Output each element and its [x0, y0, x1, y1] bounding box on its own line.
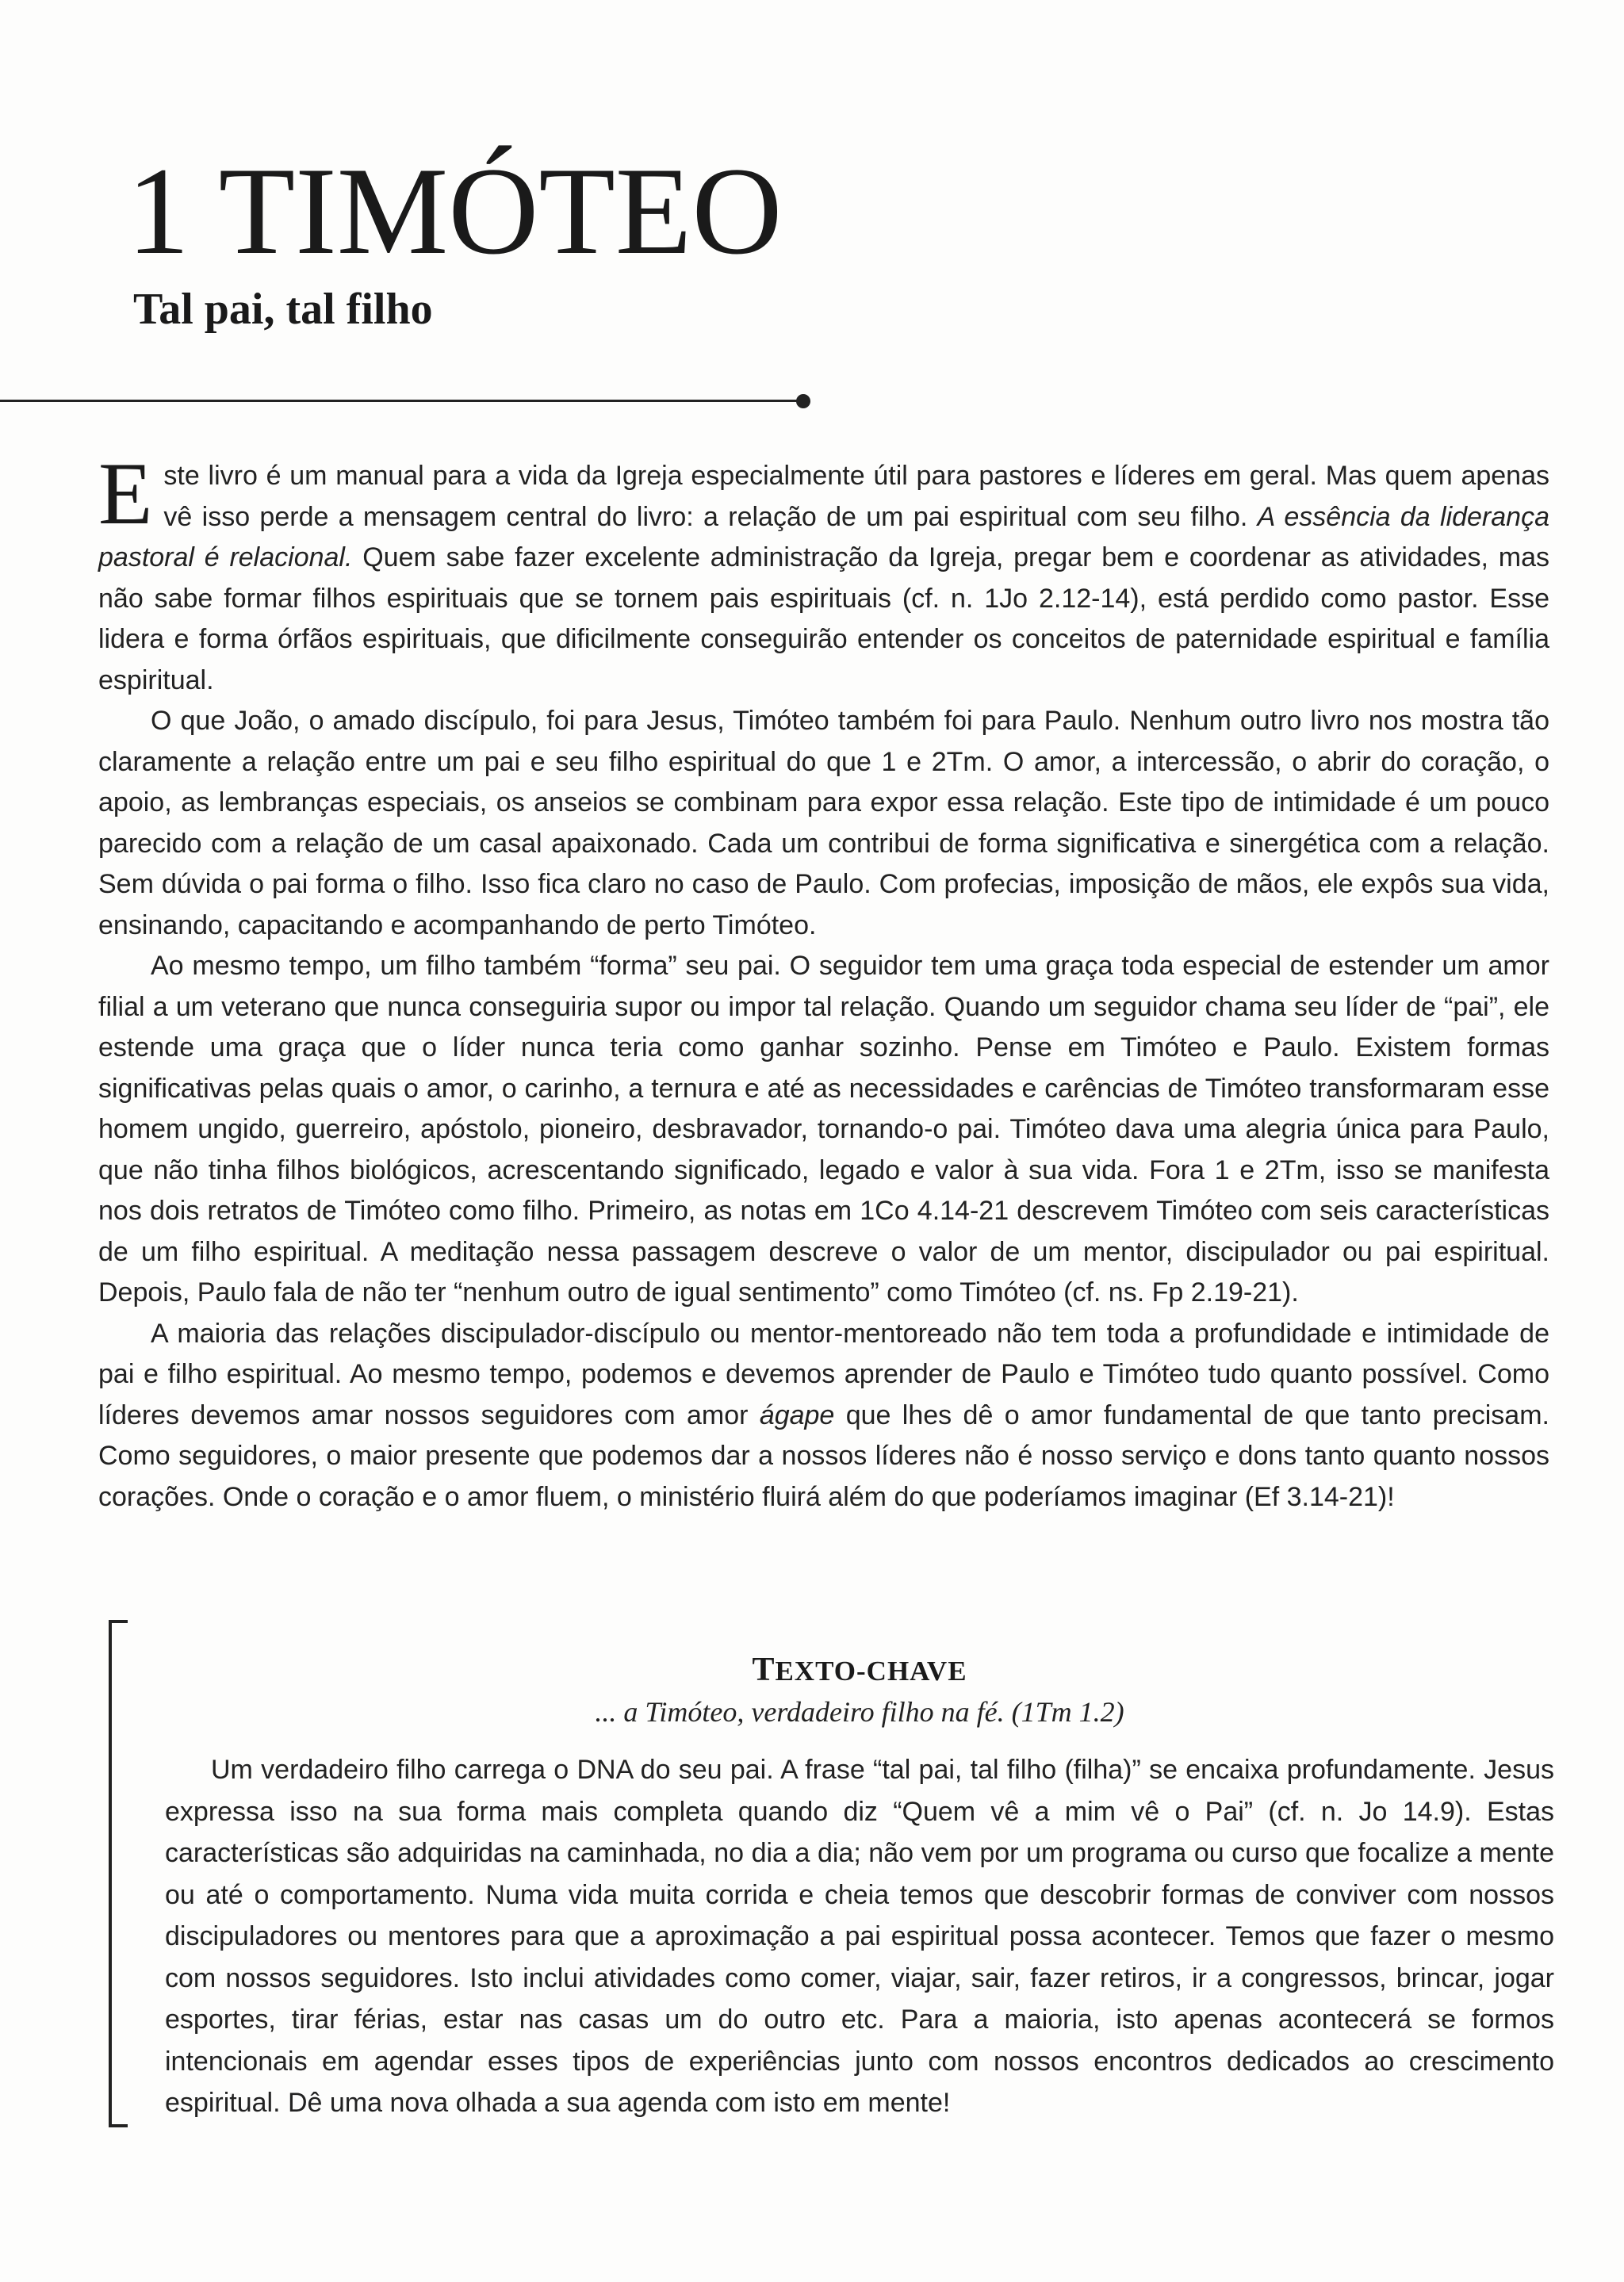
rule-dot [796, 394, 810, 408]
title-word: TIMÓTEO [218, 142, 783, 281]
key-text-box [165, 1651, 1554, 2124]
drop-cap: E [98, 445, 153, 543]
book-title [127, 142, 783, 281]
title-number: 1 [127, 142, 190, 281]
paragraph-1-emphasis: A essência da liderança pastoral é relacional. [98, 501, 1549, 572]
paragraph-4-emphasis: ágape [759, 1399, 835, 1430]
key-verse: ... a Timóteo, verdadeiro filho na fé. (1Tm 1.2) [595, 1696, 1124, 1728]
key-text-heading [165, 1651, 1554, 1690]
paragraph-4-part-a: A maioria das relações discipulador-discípulo ou mentor-mentoreado não tem toda a profundidade e intimidade de pai e filho espiritual. Ao mesmo tempo, podemos e devemos aprender de Paulo e Timóteo tudo quanto possível. Como líderes devemos amar nossos seguidores com amor [98, 1318, 1549, 1430]
paragraph-1 [98, 445, 1549, 701]
paragraph-4-part-b: que lhes dê o amor fundamental de que tanto precisam. Como seguidores, o maior presente que podemos dar a nossos líderes não é nosso serviço e dons tanto quanto nossos corações. Onde o coração e o amor fluem, o ministério fluirá além do que poderíamos imaginar (Ef 3.14-21)! [98, 1399, 1549, 1512]
paragraph-3: Ao mesmo tempo, um filho também “forma” seu pai. O seguidor tem uma graça toda especial de estender um amor filial a um veterano que nunca conseguiria supor ou impor tal relação. Quando um seguidor chama seu líder de “pai”, ele estende uma graça que o líder nunca teria como ganhar sozinho. Pense em Timóteo e Paulo. Existem formas significativas pelas quais o amor, o carinho, a ternura e até as necessidades e carências de Timóteo transformaram esse homem ungido, guerreiro, apóstolo, pioneiro, desbravador, tornando-o pai. Timóteo dava uma alegria única para Paulo, que não tinha filhos biológicos, acrescentando significado, legado e valor à sua vida. Fora 1 e 2Tm, isso se manifesta nos dois retratos de Timóteo como filho. Primeiro, as notas em 1Co 4.14-21 descrevem Timóteo com seis características de um filho espiritual. A meditação nessa passagem descreve o valor de um mentor, discipulador ou pai espiritual. Depois, Paulo fala de não ter “nenhum outro de igual sentimento” como Timóteo (cf. ns. Fp 2.19-21). [98, 951, 1549, 1308]
key-text-bracket [109, 1620, 132, 2127]
paragraph-2: O que João, o amado discípulo, foi para Jesus, Timóteo também foi para Paulo. Nenhum outro livro nos mostra tão claramente a relação entre um pai e seu filho espiritual do que 1 e 2Tm. O amor, a intercessão, o abrir do coração, o apoio, as lembranças especiais, os anseios se combinam para expor essa relação. Este tipo de intimidade é um pouco parecido com a relação de um casal apaixonado. Cada um contribui de forma significativa e sinergética com a relação. Sem dúvida o pai forma o filho. Isso fica claro no caso de Paulo. Com profecias, imposição de mãos, ele expôs sua vida, ensinando, capacitando e acompanhando de perto Timóteo. [98, 706, 1549, 940]
intro-text [98, 445, 1549, 1518]
key-text-paragraph: Um verdadeiro filho carrega o DNA do seu pai. A frase “tal pai, tal filho (filha)” se encaixa profundamente. Jesus expressa isso na sua forma mais completa quando diz “Quem vê a mim vê o Pai” (cf. n. Jo 14.9). Estas características são adquiridas na caminhada, no dia a dia; não vem por um programa ou curso que focalize a mente ou até o comportamento. Numa vida muita corrida e cheia temos que descobrir formas de conviver com nossos discipuladores ou mentores para que a aproximação a pai espiritual possa acontecer. Temos que fazer o mesmo com nossos seguidores. Isto inclui atividades como comer, viajar, sair, fazer retiros, ir a congressos, brincar, jogar esportes, tirar férias, estar nas casas um do outro etc. Para a maioria, isto apenas acontecerá se formos intencionais em agendar esses tipos de experiências junto com nossos encontros dedicados ao crescimento espiritual. Dê uma nova olhada a sua agenda com isto em mente! [165, 1755, 1554, 2118]
rule-line [0, 400, 806, 402]
paragraph-4 [98, 1314, 1549, 1518]
book-subtitle: Tal pai, tal filho [133, 285, 433, 334]
title-rule [0, 394, 812, 408]
paragraph-1-part-a: ste livro é um manual para a vida da Igreja especialmente útil para pastores e líderes em geral. Mas quem apenas vê isso perde a mensagem central do livro: a relação de um pai espiritual com seu filho. [163, 461, 1549, 532]
key-heading-rest: EXTO-CHAVE [775, 1656, 967, 1687]
key-heading-initial: T [752, 1652, 776, 1688]
paragraph-1-part-b: Quem sabe fazer excelente administração da Igreja, pregar bem e coordenar as atividades, mas não sabe formar filhos espirituais que se tornem pais espirituais (cf. n. 1Jo 2.12-14), está perdido como pastor. Esse lidera e forma órfãos espirituais, que dificilmente conseguirão entender os conceitos de paternidade espiritual e família espiritual. [98, 542, 1549, 695]
